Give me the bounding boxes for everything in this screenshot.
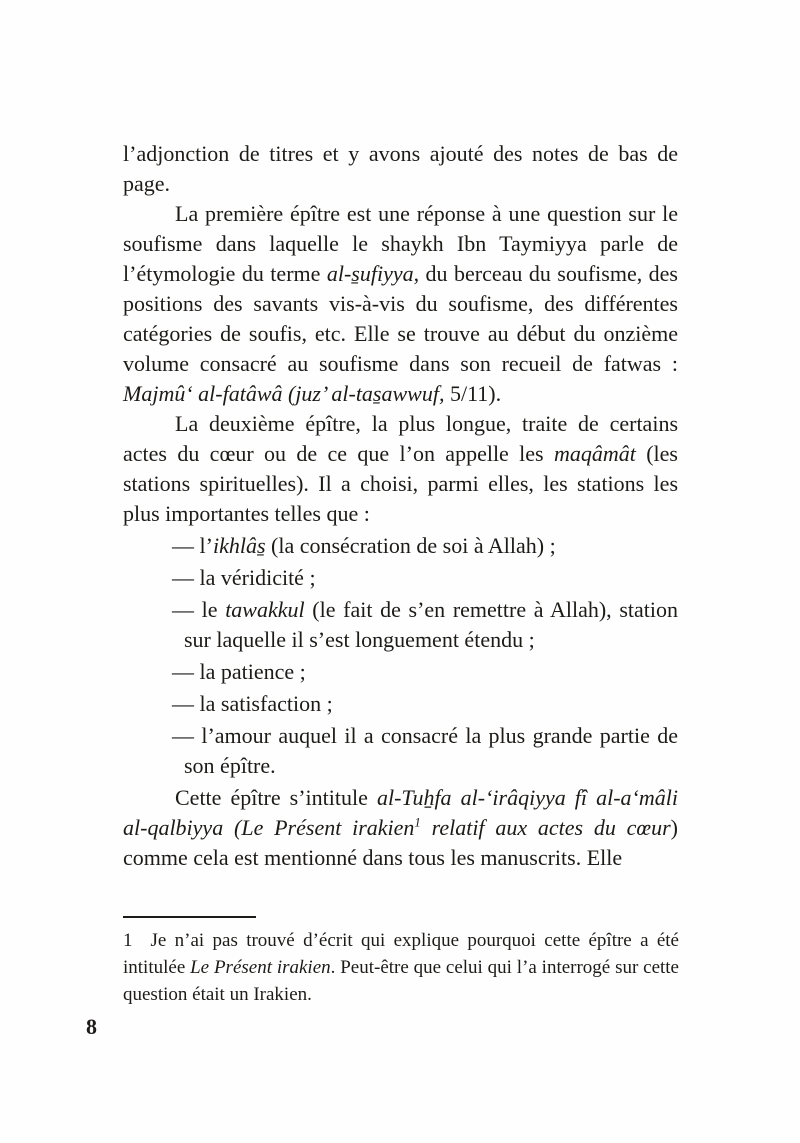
text-segment: — la patience ; <box>172 659 306 684</box>
list-item <box>123 721 678 781</box>
text-segment: — la véridicité ; <box>172 565 316 590</box>
text-segment: — le <box>172 597 226 622</box>
text-segment: al-Tuẖfa al-‘irâqiyya fî al-a‘mâli al-qalbiyya <box>123 785 678 840</box>
paragraph <box>123 199 678 409</box>
body-text <box>123 139 678 873</box>
footnote <box>123 916 679 1008</box>
text-segment: ikhlâs̱ <box>212 533 266 558</box>
text-segment: (le fait de s’en remettre à Allah), station sur laquelle il s’est longuement étendu ; <box>184 597 678 652</box>
text-segment: al-s̱ufiyya <box>326 261 414 286</box>
text-segment: 5/11). <box>444 381 502 406</box>
text-segment: relatif aux actes du cœur <box>420 815 671 840</box>
text-segment: Cette épître s’intitule <box>175 785 377 810</box>
list-item <box>123 563 678 593</box>
paragraph <box>123 783 678 873</box>
paragraph <box>123 409 678 529</box>
text-segment: La première épître est une réponse à une question sur le soufisme dans laquelle le shaykh Ibn Taymiyya parle de l’étymologie du terme <box>123 201 678 286</box>
text-segment: — la satisfaction ; <box>172 691 333 716</box>
list-item <box>123 595 678 655</box>
text-segment: , du berceau du soufisme, des positions des savants vis-à-vis du soufisme, des différentes catégories de soufis, etc. Elle se trouve au début du onzième volume consacré au soufisme dans son recueil de fatwas : <box>123 261 678 376</box>
text-segment: 1 <box>123 930 133 951</box>
text-segment: Le Présent irakien <box>241 815 415 840</box>
paragraph <box>123 139 678 199</box>
text-segment: ) comme cela est mentionné dans tous les manuscrits. Elle <box>123 815 678 870</box>
text-segment: l’adjonction de titres et y avons ajouté des notes de bas de page. <box>123 141 678 196</box>
list-item <box>123 689 678 719</box>
text-segment: (la consécration de soi à Allah) ; <box>265 533 556 558</box>
text-segment: . Peut-être que celui qui l’a interrogé sur cette question était un Irakien. <box>123 957 679 1005</box>
footnote-text <box>123 927 679 1008</box>
text-segment: Je n’ai pas trouvé d’écrit qui explique pourquoi cette épître a été intitulée <box>123 930 679 978</box>
text-segment: — l’amour auquel il a consacré la plus grande partie de son épître. <box>172 723 678 778</box>
text-segment: Le Présent irakien <box>190 957 331 978</box>
text-segment: tawakkul <box>225 597 305 622</box>
text-segment: 1 <box>414 815 421 830</box>
text-segment: Majmû‘ al-fatâwâ (juz’ al-tas̱awwuf, <box>123 381 445 406</box>
list-item <box>123 531 678 561</box>
text-segment: (les stations spirituelles). Il a choisi, parmi elles, les stations les plus importantes telles que : <box>123 441 678 526</box>
text-segment: — l’ <box>172 533 213 558</box>
page-number: 8 <box>86 1014 97 1039</box>
text-segment: ( <box>223 815 242 840</box>
text-segment: La deuxième épître, la plus longue, traite de certains actes du cœur ou de ce que l’on appelle les <box>123 411 678 466</box>
text-segment: maqâmât <box>553 441 636 466</box>
list-item <box>123 657 678 687</box>
footnote-separator <box>123 916 256 918</box>
